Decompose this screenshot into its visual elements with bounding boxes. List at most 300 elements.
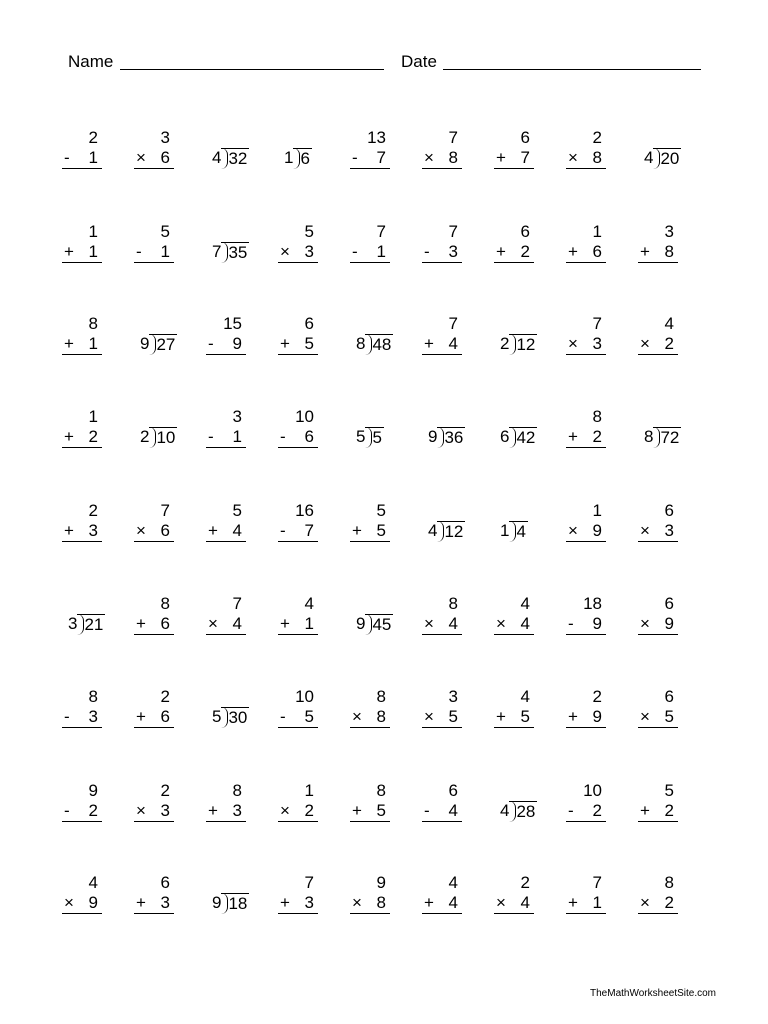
addition-problem xyxy=(62,407,102,448)
top-operand: 10 xyxy=(295,407,314,426)
operator-sign: - xyxy=(64,148,70,167)
operator-sign: × xyxy=(568,334,578,353)
top-operand: 1 xyxy=(88,222,98,241)
addition-problem xyxy=(494,222,534,263)
bottom-operand: 6 xyxy=(592,242,602,261)
divisor: 4 xyxy=(644,148,654,167)
bottom-operand: 4 xyxy=(448,893,458,912)
answer-line xyxy=(62,427,102,448)
subtraction-problem xyxy=(278,501,318,542)
division-bracket xyxy=(221,242,249,263)
bottom-operand: 3 xyxy=(304,242,314,261)
bottom-operand: 2 xyxy=(664,893,674,912)
multiplication-problem xyxy=(638,594,678,635)
top-operand: 9 xyxy=(88,781,98,800)
division-problem xyxy=(356,614,393,638)
top-operand: 8 xyxy=(664,873,674,892)
answer-line xyxy=(350,242,390,263)
bottom-operand: 8 xyxy=(376,893,386,912)
top-operand: 5 xyxy=(304,222,314,241)
top-operand: 6 xyxy=(664,594,674,613)
subtraction-problem xyxy=(134,222,174,263)
answer-line xyxy=(494,614,534,635)
addition-problem xyxy=(566,222,606,263)
top-operand: 5 xyxy=(376,501,386,520)
operator-sign: + xyxy=(208,801,218,820)
bottom-operand: 7 xyxy=(520,148,530,167)
multiplication-problem xyxy=(350,873,390,914)
multiplication-problem xyxy=(422,128,462,169)
answer-line xyxy=(494,707,534,728)
dividend: 12 xyxy=(444,522,464,541)
multiplication-problem xyxy=(422,687,462,728)
divisor: 3 xyxy=(68,614,78,633)
top-operand: 7 xyxy=(160,501,170,520)
operator-sign: - xyxy=(568,801,574,820)
divisor: 1 xyxy=(284,148,294,167)
operator-sign: × xyxy=(208,614,218,633)
answer-line xyxy=(350,707,390,728)
operator-sign: × xyxy=(136,801,146,820)
operator-sign: × xyxy=(640,893,650,912)
top-operand: 6 xyxy=(304,314,314,333)
operator-sign: × xyxy=(280,801,290,820)
operator-sign: - xyxy=(136,242,142,261)
answer-line xyxy=(422,614,462,635)
answer-line xyxy=(566,427,606,448)
division-problem xyxy=(500,334,537,358)
answer-line xyxy=(566,707,606,728)
bottom-operand: 4 xyxy=(448,801,458,820)
answer-line xyxy=(134,707,174,728)
addition-problem xyxy=(566,873,606,914)
operator-sign: + xyxy=(64,427,74,446)
answer-line xyxy=(206,334,246,355)
multiplication-problem xyxy=(278,222,318,263)
top-operand: 8 xyxy=(232,781,242,800)
bottom-operand: 9 xyxy=(664,614,674,633)
operator-sign: + xyxy=(352,521,362,540)
operator-sign: × xyxy=(640,707,650,726)
top-operand: 7 xyxy=(448,314,458,333)
operator-sign: - xyxy=(424,242,430,261)
top-operand: 2 xyxy=(592,128,602,147)
divisor: 5 xyxy=(212,707,222,726)
answer-line xyxy=(62,801,102,822)
subtraction-problem xyxy=(566,781,606,822)
answer-line xyxy=(638,893,678,914)
answer-line xyxy=(566,893,606,914)
operator-sign: + xyxy=(496,242,506,261)
dividend: 20 xyxy=(660,149,680,168)
answer-line xyxy=(62,893,102,914)
operator-sign: + xyxy=(64,242,74,261)
subtraction-problem xyxy=(206,407,246,448)
answer-line xyxy=(566,801,606,822)
answer-line xyxy=(422,242,462,263)
division-bracket xyxy=(149,334,177,355)
multiplication-problem xyxy=(494,873,534,914)
operator-sign: + xyxy=(280,614,290,633)
dividend: 36 xyxy=(444,428,464,447)
answer-line xyxy=(278,801,318,822)
bottom-operand: 2 xyxy=(664,334,674,353)
addition-problem xyxy=(566,407,606,448)
bottom-operand: 3 xyxy=(448,242,458,261)
addition-problem xyxy=(278,873,318,914)
division-bracket xyxy=(293,148,311,169)
operator-sign: × xyxy=(496,614,506,633)
addition-problem xyxy=(350,781,390,822)
answer-line xyxy=(278,521,318,542)
top-operand: 3 xyxy=(448,687,458,706)
bottom-operand: 2 xyxy=(520,242,530,261)
answer-line xyxy=(134,614,174,635)
operator-sign: - xyxy=(280,427,286,446)
bottom-operand: 3 xyxy=(304,893,314,912)
top-operand: 2 xyxy=(160,687,170,706)
division-problem xyxy=(212,148,249,172)
bottom-operand: 3 xyxy=(232,801,242,820)
top-operand: 8 xyxy=(376,687,386,706)
answer-line xyxy=(422,801,462,822)
subtraction-problem xyxy=(350,222,390,263)
addition-problem xyxy=(566,687,606,728)
top-operand: 8 xyxy=(592,407,602,426)
top-operand: 2 xyxy=(88,128,98,147)
top-operand: 6 xyxy=(664,687,674,706)
operator-sign: + xyxy=(136,707,146,726)
operator-sign: + xyxy=(568,707,578,726)
bottom-operand: 5 xyxy=(304,707,314,726)
divisor: 9 xyxy=(428,427,438,446)
operator-sign: + xyxy=(640,242,650,261)
answer-line xyxy=(494,148,534,169)
operator-sign: + xyxy=(280,334,290,353)
bottom-operand: 5 xyxy=(376,801,386,820)
divisor: 8 xyxy=(356,334,366,353)
division-problem xyxy=(68,614,105,638)
top-operand: 2 xyxy=(592,687,602,706)
addition-problem xyxy=(62,314,102,355)
answer-line xyxy=(566,242,606,263)
operator-sign: + xyxy=(64,334,74,353)
division-bracket xyxy=(221,148,249,169)
subtraction-problem xyxy=(422,222,462,263)
divisor: 9 xyxy=(140,334,150,353)
operator-sign: × xyxy=(64,893,74,912)
bottom-operand: 4 xyxy=(520,614,530,633)
answer-line xyxy=(62,334,102,355)
division-bracket xyxy=(365,427,383,448)
division-bracket xyxy=(509,801,537,822)
bottom-operand: 2 xyxy=(88,801,98,820)
bottom-operand: 1 xyxy=(232,427,242,446)
bottom-operand: 4 xyxy=(232,614,242,633)
operator-sign: × xyxy=(568,148,578,167)
answer-line xyxy=(134,893,174,914)
answer-line xyxy=(494,242,534,263)
addition-problem xyxy=(206,501,246,542)
division-problem xyxy=(284,148,312,172)
top-operand: 1 xyxy=(592,501,602,520)
division-bracket xyxy=(509,334,537,355)
divisor: 2 xyxy=(140,427,150,446)
top-operand: 8 xyxy=(160,594,170,613)
top-operand: 2 xyxy=(520,873,530,892)
divisor: 2 xyxy=(500,334,510,353)
answer-line xyxy=(422,893,462,914)
operator-sign: - xyxy=(568,614,574,633)
bottom-operand: 6 xyxy=(304,427,314,446)
operator-sign: × xyxy=(640,614,650,633)
top-operand: 4 xyxy=(88,873,98,892)
top-operand: 9 xyxy=(376,873,386,892)
bottom-operand: 9 xyxy=(592,614,602,633)
bottom-operand: 8 xyxy=(448,148,458,167)
operator-sign: × xyxy=(640,334,650,353)
bottom-operand: 3 xyxy=(160,893,170,912)
answer-line xyxy=(278,242,318,263)
bottom-operand: 5 xyxy=(376,521,386,540)
operator-sign: × xyxy=(496,893,506,912)
operator-sign: × xyxy=(424,707,434,726)
answer-line xyxy=(638,801,678,822)
top-operand: 7 xyxy=(592,314,602,333)
addition-problem xyxy=(134,873,174,914)
division-bracket xyxy=(653,148,681,169)
bottom-operand: 1 xyxy=(88,334,98,353)
multiplication-problem xyxy=(638,314,678,355)
divisor: 9 xyxy=(212,893,222,912)
top-operand: 4 xyxy=(520,687,530,706)
dividend: 45 xyxy=(372,615,392,634)
top-operand: 7 xyxy=(304,873,314,892)
answer-line xyxy=(278,893,318,914)
bottom-operand: 8 xyxy=(592,148,602,167)
top-operand: 13 xyxy=(367,128,386,147)
bottom-operand: 2 xyxy=(592,427,602,446)
top-operand: 6 xyxy=(520,222,530,241)
answer-line xyxy=(134,242,174,263)
subtraction-problem xyxy=(350,128,390,169)
divisor: 9 xyxy=(356,614,366,633)
addition-problem xyxy=(638,222,678,263)
dividend: 35 xyxy=(228,243,248,262)
bottom-operand: 4 xyxy=(448,614,458,633)
top-operand: 18 xyxy=(583,594,602,613)
top-operand: 4 xyxy=(448,873,458,892)
answer-line xyxy=(566,614,606,635)
top-operand: 8 xyxy=(88,687,98,706)
answer-line xyxy=(134,801,174,822)
addition-problem xyxy=(278,314,318,355)
operator-sign: × xyxy=(136,148,146,167)
answer-line xyxy=(494,893,534,914)
bottom-operand: 2 xyxy=(592,801,602,820)
addition-problem xyxy=(494,128,534,169)
subtraction-problem xyxy=(566,594,606,635)
answer-line xyxy=(566,148,606,169)
bottom-operand: 3 xyxy=(88,707,98,726)
divisor: 4 xyxy=(500,801,510,820)
answer-line xyxy=(638,334,678,355)
top-operand: 3 xyxy=(160,128,170,147)
addition-problem xyxy=(134,594,174,635)
top-operand: 4 xyxy=(664,314,674,333)
division-problem xyxy=(356,334,393,358)
bottom-operand: 5 xyxy=(520,707,530,726)
bottom-operand: 1 xyxy=(304,614,314,633)
addition-problem xyxy=(206,781,246,822)
bottom-operand: 4 xyxy=(448,334,458,353)
operator-sign: + xyxy=(208,521,218,540)
addition-problem xyxy=(62,222,102,263)
answer-line xyxy=(422,707,462,728)
answer-line xyxy=(638,614,678,635)
multiplication-problem xyxy=(638,687,678,728)
multiplication-problem xyxy=(638,501,678,542)
division-problem xyxy=(356,427,384,451)
divisor: 1 xyxy=(500,521,510,540)
bottom-operand: 4 xyxy=(520,893,530,912)
top-operand: 7 xyxy=(376,222,386,241)
operator-sign: + xyxy=(136,893,146,912)
answer-line xyxy=(350,521,390,542)
addition-problem xyxy=(422,314,462,355)
top-operand: 1 xyxy=(304,781,314,800)
division-problem xyxy=(212,242,249,266)
top-operand: 4 xyxy=(304,594,314,613)
bottom-operand: 2 xyxy=(304,801,314,820)
bottom-operand: 5 xyxy=(448,707,458,726)
answer-line xyxy=(638,242,678,263)
bottom-operand: 3 xyxy=(88,521,98,540)
bottom-operand: 9 xyxy=(88,893,98,912)
divisor: 8 xyxy=(644,427,654,446)
operator-sign: + xyxy=(136,614,146,633)
answer-line xyxy=(62,521,102,542)
answer-line xyxy=(278,427,318,448)
operator-sign: × xyxy=(640,521,650,540)
bottom-operand: 1 xyxy=(376,242,386,261)
operator-sign: - xyxy=(208,334,214,353)
bottom-operand: 6 xyxy=(160,521,170,540)
dividend: 32 xyxy=(228,149,248,168)
answer-line xyxy=(566,334,606,355)
name-label: Name xyxy=(68,52,114,71)
operator-sign: + xyxy=(568,893,578,912)
subtraction-problem xyxy=(278,687,318,728)
division-problem xyxy=(644,148,681,172)
answer-line xyxy=(638,521,678,542)
dividend: 4 xyxy=(516,522,526,541)
division-bracket xyxy=(653,427,681,448)
multiplication-problem xyxy=(566,314,606,355)
division-problem xyxy=(428,521,465,545)
operator-sign: × xyxy=(280,242,290,261)
dividend: 6 xyxy=(300,149,310,168)
operator-sign: - xyxy=(280,707,286,726)
operator-sign: - xyxy=(208,427,214,446)
multiplication-problem xyxy=(566,128,606,169)
bottom-operand: 6 xyxy=(160,148,170,167)
operator-sign: × xyxy=(352,707,362,726)
top-operand: 8 xyxy=(88,314,98,333)
division-bracket xyxy=(437,521,465,542)
bottom-operand: 1 xyxy=(160,242,170,261)
division-problem xyxy=(644,427,681,451)
bottom-operand: 7 xyxy=(376,148,386,167)
divisor: 4 xyxy=(428,521,438,540)
bottom-operand: 1 xyxy=(592,893,602,912)
multiplication-problem xyxy=(134,501,174,542)
bottom-operand: 3 xyxy=(160,801,170,820)
division-bracket xyxy=(365,334,393,355)
top-operand: 6 xyxy=(160,873,170,892)
bottom-operand: 9 xyxy=(592,707,602,726)
bottom-operand: 8 xyxy=(664,242,674,261)
bottom-operand: 2 xyxy=(664,801,674,820)
operator-sign: + xyxy=(568,242,578,261)
operator-sign: × xyxy=(568,521,578,540)
top-operand: 7 xyxy=(448,222,458,241)
answer-line xyxy=(278,334,318,355)
top-operand: 6 xyxy=(448,781,458,800)
operator-sign: - xyxy=(64,801,70,820)
top-operand: 1 xyxy=(592,222,602,241)
top-operand: 2 xyxy=(160,781,170,800)
bottom-operand: 6 xyxy=(160,614,170,633)
top-operand: 5 xyxy=(232,501,242,520)
answer-line xyxy=(134,148,174,169)
division-problem xyxy=(428,427,465,451)
operator-sign: - xyxy=(64,707,70,726)
top-operand: 1 xyxy=(88,407,98,426)
top-operand: 8 xyxy=(448,594,458,613)
top-operand: 5 xyxy=(160,222,170,241)
multiplication-problem xyxy=(134,128,174,169)
division-bracket xyxy=(365,614,393,635)
multiplication-problem xyxy=(62,873,102,914)
divisor: 7 xyxy=(212,242,222,261)
operator-sign: + xyxy=(568,427,578,446)
subtraction-problem xyxy=(422,781,462,822)
operator-sign: + xyxy=(496,148,506,167)
top-operand: 4 xyxy=(520,594,530,613)
division-problem xyxy=(500,801,537,825)
addition-problem xyxy=(638,781,678,822)
addition-problem xyxy=(134,687,174,728)
answer-line xyxy=(566,521,606,542)
multiplication-problem xyxy=(638,873,678,914)
bottom-operand: 3 xyxy=(592,334,602,353)
operator-sign: + xyxy=(496,707,506,726)
operator-sign: + xyxy=(280,893,290,912)
divisor: 5 xyxy=(356,427,366,446)
multiplication-problem xyxy=(134,781,174,822)
operator-sign: + xyxy=(64,521,74,540)
addition-problem xyxy=(350,501,390,542)
top-operand: 2 xyxy=(88,501,98,520)
operator-sign: - xyxy=(424,801,430,820)
answer-line xyxy=(134,521,174,542)
operator-sign: × xyxy=(136,521,146,540)
answer-line xyxy=(206,801,246,822)
answer-line xyxy=(206,614,246,635)
top-operand: 10 xyxy=(295,687,314,706)
dividend: 10 xyxy=(156,428,176,447)
